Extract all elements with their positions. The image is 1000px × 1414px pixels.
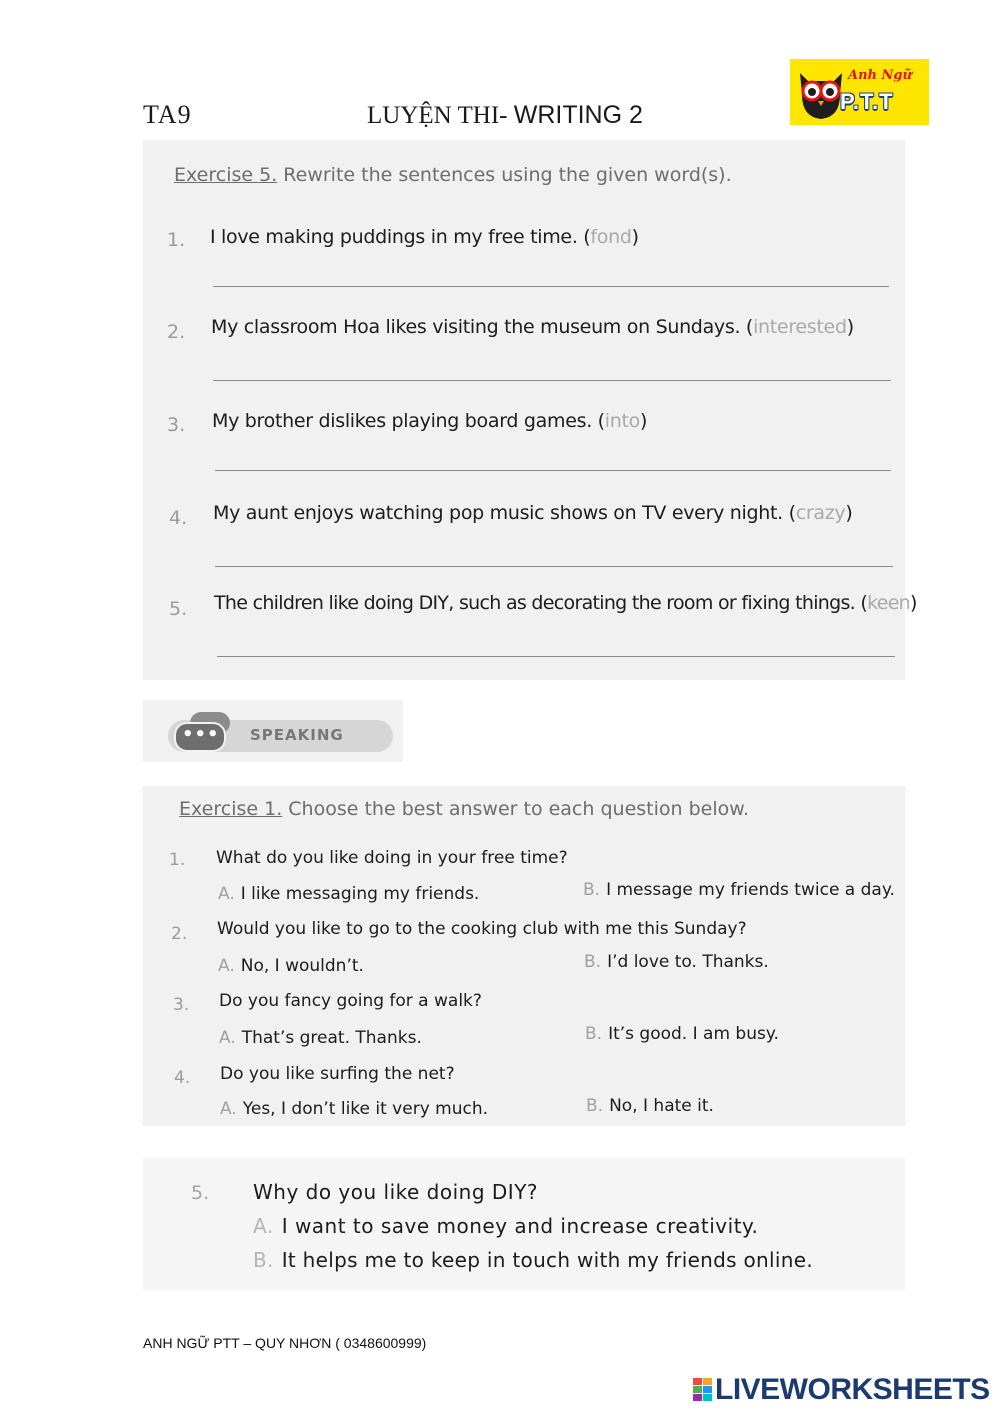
question-text: Do you fancy going for a walk? [219, 991, 482, 1011]
document-code: TA9 [143, 100, 192, 129]
logo-text-bottom: P.T.T [840, 89, 894, 114]
option-a[interactable]: A. No, I wouldn’t. [218, 956, 364, 976]
option-a[interactable]: A. I like messaging my friends. [218, 884, 480, 904]
page-title [367, 100, 643, 130]
writing-item-5-text: The children like doing DIY, such as decorating the room or fixing things. (keen) [214, 592, 917, 614]
bubble-dots: ••• [182, 724, 220, 745]
logo-text-top: Anh Ngữ [848, 68, 912, 83]
writing-exercise-panel [143, 140, 917, 680]
footer-contact: ANH NGỮ PTT – QUY NHƠN ( 0348600999) [143, 1335, 427, 1351]
option-b[interactable]: B. I’d love to. Thanks. [584, 952, 769, 972]
question-text: Would you like to go to the cooking club with me this Sunday? [217, 919, 747, 939]
exercise-heading [174, 164, 732, 186]
question-text: Do you like surfing the net? [220, 1064, 455, 1084]
speaking-exercise-panel [143, 786, 905, 1126]
option-b[interactable]: B. No, I hate it. [586, 1096, 714, 1116]
answer-line[interactable] [215, 470, 891, 471]
option-a[interactable]: A. That’s great. Thanks. [219, 1028, 422, 1048]
question-number: 4. [174, 1068, 191, 1088]
exercise-heading [179, 798, 749, 820]
answer-line[interactable] [213, 286, 889, 287]
item-number: 1. [167, 229, 186, 251]
option-b[interactable]: B. I message my friends twice a day. [583, 880, 895, 900]
item-number: 3. [167, 414, 186, 436]
question-text: What do you like doing in your free time? [216, 848, 568, 868]
question-number: 5. [191, 1182, 210, 1204]
question-number: 1. [169, 850, 186, 870]
page-title-suffix: WRITING 2 [513, 101, 643, 129]
item-number: 2. [167, 321, 186, 343]
question-text: Why do you like doing DIY? [253, 1180, 539, 1204]
writing-item-4-text: My aunt enjoys watching pop music shows on TV every night. (crazy) [213, 502, 853, 524]
answer-line[interactable] [213, 380, 891, 381]
exercise-instruction: Rewrite the sentences using the given word(s). [283, 164, 732, 186]
given-word: crazy [795, 502, 846, 524]
option-b[interactable]: B. It helps me to keep in touch with my friends online. [253, 1248, 813, 1272]
question-number: 2. [171, 924, 188, 944]
option-a[interactable]: A. Yes, I don’t like it very much. [220, 1099, 489, 1119]
given-word: fond [590, 226, 632, 248]
exercise-instruction: Choose the best answer to each question below. [288, 798, 750, 820]
page-title-prefix: LUYỆN THI- [367, 102, 514, 129]
section-label: SPEAKING [250, 726, 344, 744]
liveworksheets-logo-icon [693, 1378, 713, 1402]
given-word: into [604, 410, 640, 432]
exercise-label: Exercise 5. [174, 164, 278, 186]
item-number: 4. [169, 507, 188, 529]
writing-item-3-text: My brother dislikes playing board games. (into) [212, 410, 648, 432]
exercise-label: Exercise 1. [179, 798, 283, 820]
writing-item-1-text: I love making puddings in my free time. (fond) [210, 226, 639, 248]
question-number: 3. [173, 995, 190, 1015]
school-logo [790, 59, 929, 125]
given-word: keen [867, 592, 911, 614]
answer-line[interactable] [217, 656, 895, 657]
liveworksheets-wordmark: LIVEWORKSHEETS [715, 1373, 990, 1406]
writing-item-2-text: My classroom Hoa likes visiting the museum on Sundays. (interested) [211, 316, 854, 338]
option-b[interactable]: B. It’s good. I am busy. [585, 1024, 779, 1044]
option-a[interactable]: A. I want to save money and increase creativity. [253, 1214, 759, 1238]
speaking-section-badge [168, 712, 398, 752]
given-word: interested [753, 316, 847, 338]
answer-line[interactable] [215, 566, 893, 567]
item-number: 5. [169, 598, 188, 620]
question-5-panel [143, 1158, 905, 1290]
